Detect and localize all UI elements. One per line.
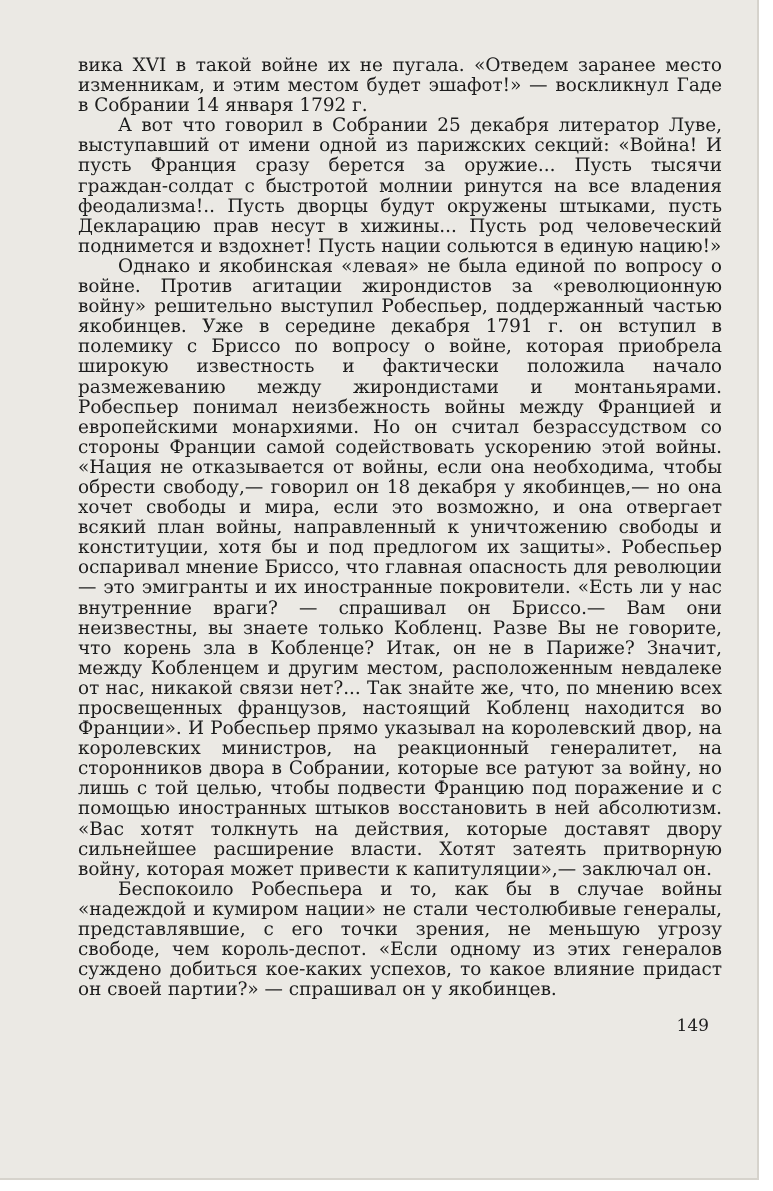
- page-body: [78, 56, 722, 1000]
- paragraph-4: Беспокоило Робеспьера и то, как бы в случае войны «надеждой и кумиром нации» не стали честолюбивые генералы, представлявшие, с его точки зрения, не меньшую угрозу свободе, чем король-деспот. «Если одному из этих генералов суждено добиться кое-каких успехов, то какое влияние придаст он своей партии?» — спрашивал он у якобинцев.: [78, 878, 722, 1001]
- paragraph-2: А вот что говорил в Собрании 25 декабря литератор Луве, выступавший от имени одной из парижских секций: «Война! И пусть Франция сразу берется за оружие... Пусть тысячи граждан-солдат с быстротой молнии ринутся на все владения феодализма!.. Пусть дворцы будут окружены штыками, пусть Декларацию прав несут в хижины... Пусть род человеческий поднимется и вздохнет! Пусть нации сольются в единую нацию!»: [78, 115, 722, 257]
- paragraph-1: вика XVI в такой войне их не пугала. «Отведем заранее место изменникам, и этим местом будет эшафот!» — воскликнул Гаде в Собрании 14 января 1792 г.: [78, 55, 722, 117]
- paragraph-3: Однако и якобинская «левая» не была единой по вопросу о войне. Против агитации жирондистов за «революционную войну» решительно выступил Робеспьер, поддержанный частью якобинцев. Уже в середине декабря 1791 г. он вступил в полемику с Бриссо по вопросу о войне, которая приобрела широкую известность и фактически положила начало размежеванию между жирондистами и монтаньярами. Робеспьер понимал неизбежность войны между Францией и европейскими монархиями. Но он считал безрассудством со стороны Франции самой содействовать ускорению этой войны. «Нация не отказывается от войны, если она необходима, чтобы обрести свободу,— говорил он 18 декабря у якобинцев,— но она хочет свободы и мира, если это возможно, и она отвергает всякий план войны, направленный к уничтожению свободы и конституции, хотя бы и под предлогом их защиты». Робеспьер оспаривал мнение Бриссо, что главная опасность для революции — это эмигранты и их иностранные покровители. «Есть ли у нас внутренние враги? — спрашивал он Бриссо.— Вам они неизвестны, вы знаете только Кобленц. Разве Вы не говорите, что корень зла в Кобленце? Итак, он не в Париже? Значит, между Кобленцем и другим местом, расположенным невдалеке от нас, никакой связи нет?... Так знайте же, что, по мнению всех просвещенных французов, настоящий Кобленц находится во Франции». И Робеспьер прямо указывал на королевский двор, на королевских министров, на реакционный генералитет, на сторонников двора в Собрании, которые все ратуют за войну, но лишь с той целью, чтобы подвести Францию под поражение и с помощью иностранных штыков восстановить в ней абсолютизм. «Вас хотят толкнуть на действия, которые доставят двору сильнейшее расширение власти. Хотят затеять притворную войну, которая может привести к капитуляции»,— заключал он.: [78, 255, 722, 880]
- page-number: 149: [676, 1016, 709, 1036]
